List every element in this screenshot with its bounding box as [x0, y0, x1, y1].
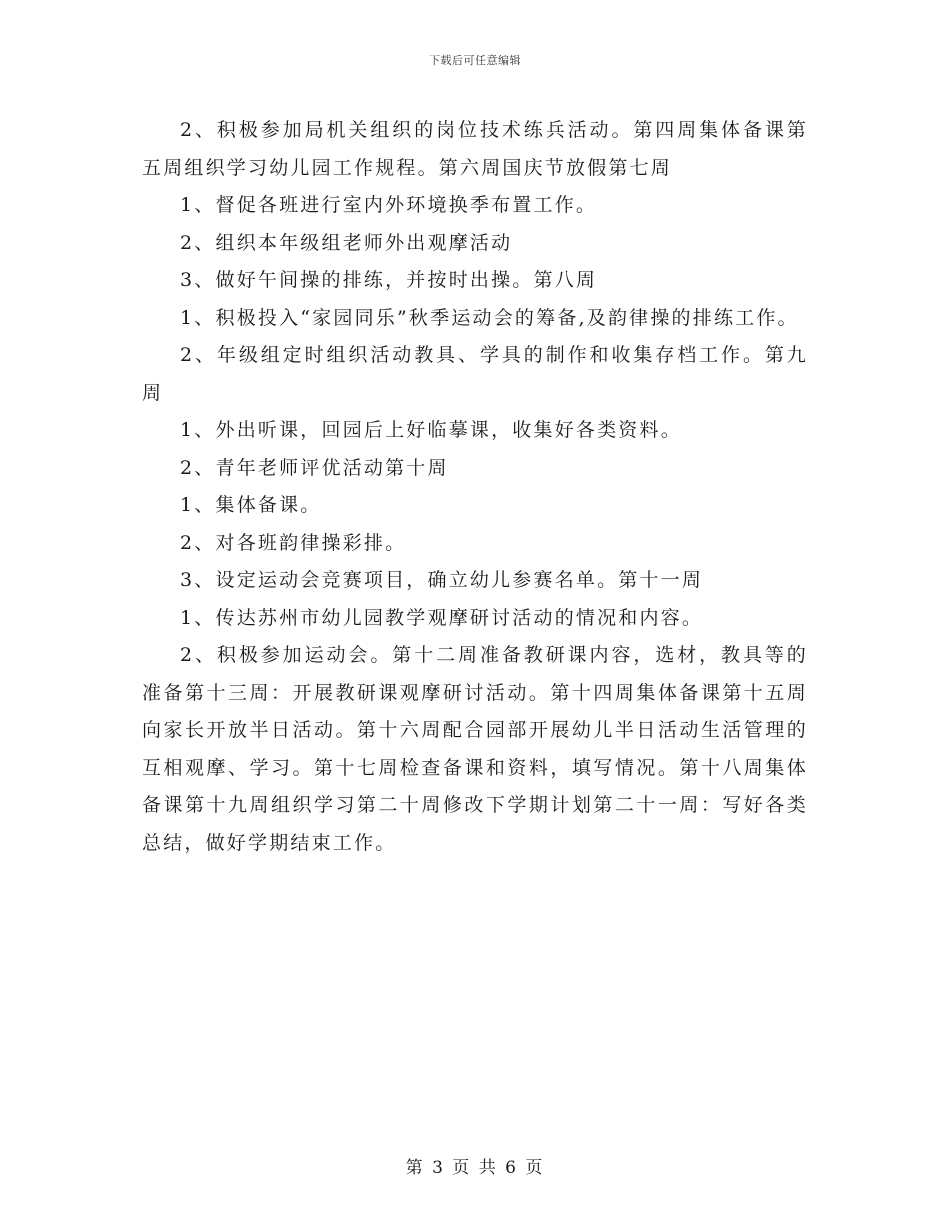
paragraph: 2、积极参加运动会。第十二周准备教研课内容，选材，教具等的准备第十三周：开展教研课观摩研讨活动。第十四周集体备课第十五周向家长开放半日活动。第十六周配合园部开展幼儿半日活动生活管理的互相观摩、学习。第十七周检查备课和资料，填写情况。第十八周集体备课第十九周组织学习第二十周修改下学期计划第二十一周：写好各类总结，做好学期结束工作。: [142, 644, 808, 854]
page-header-note: 下载后可任意编辑: [429, 54, 521, 67]
paragraph: 3、设定运动会竞赛项目，确立幼儿参赛名单。第十一周: [180, 569, 704, 591]
paragraph: 1、积极投入“家园同乐”秋季运动会的筹备,及韵律操的排练工作。: [180, 306, 799, 329]
paragraph: 2、年级组定时组织活动教具、学具的制作和收集存档工作。第九周: [142, 344, 808, 404]
document-body: [142, 112, 808, 862]
paragraph: 1、集体备课。: [180, 494, 322, 516]
paragraph: 2、组织本年级组老师外出观摩活动: [180, 231, 513, 254]
paragraph: 1、督促各班进行室内外环境换季布置工作。: [180, 194, 598, 216]
paragraph: 2、对各班韵律操彩排。: [180, 531, 407, 554]
paragraph: 2、青年老师评优活动第十周: [180, 456, 449, 479]
paragraph: 1、外出听课，回园后上好临摹课，收集好各类资料。: [180, 419, 682, 441]
page-number: 第 3 页 共 6 页: [405, 1158, 545, 1178]
paragraph: 3、做好午间操的排练，并按时出操。第八周: [180, 269, 598, 291]
paragraph: 2、积极参加局机关组织的岗位技术练兵活动。第四周集体备课第五周组织学习幼儿园工作规程。第六周国庆节放假第七周: [142, 119, 808, 179]
paragraph: 1、传达苏州市幼儿园教学观摩研讨活动的情况和内容。: [180, 606, 704, 629]
